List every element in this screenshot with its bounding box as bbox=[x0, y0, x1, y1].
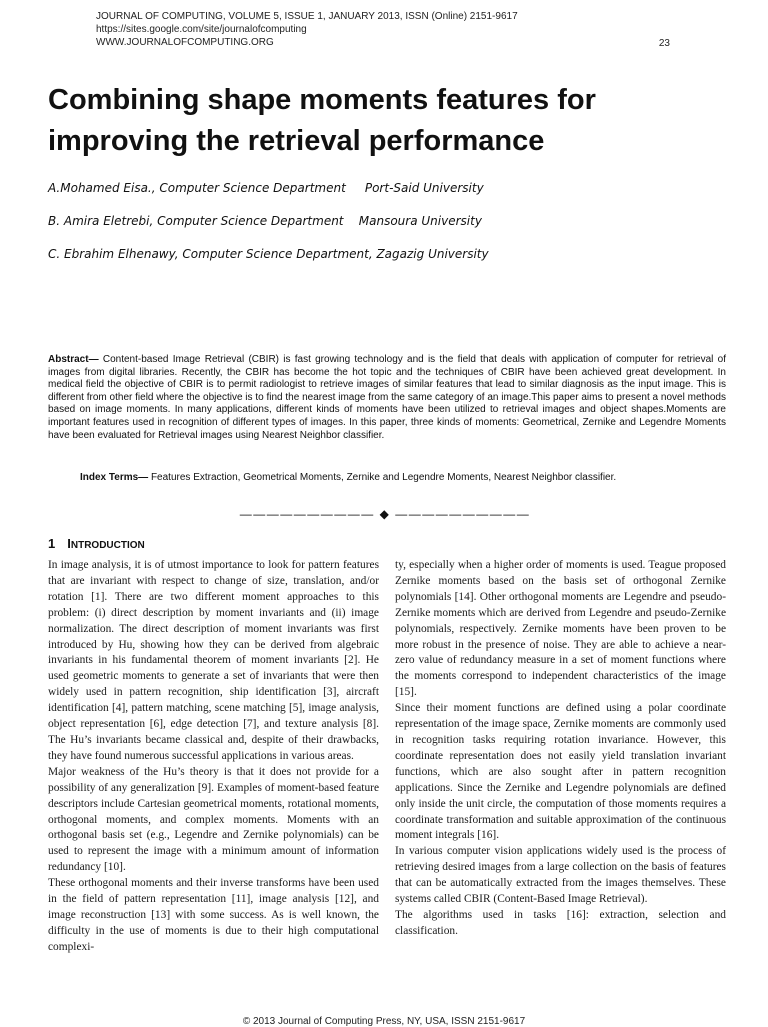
paragraph: In various computer vision applications widely used is the process of retrieving desired images from a large collection on the basis of features that can be automatically extracted from the images themselves. These systems called CBIR (Content-Based Image Retrieval). bbox=[395, 845, 726, 906]
index-terms-label: Index Terms— bbox=[80, 472, 149, 483]
right-column bbox=[395, 558, 726, 940]
journal-header: JOURNAL OF COMPUTING, VOLUME 5, ISSUE 1, JANUARY 2013, ISSN (Online) 2151-9617 bbox=[96, 11, 518, 22]
left-column bbox=[48, 558, 379, 956]
journal-site: WWW.JOURNALOFCOMPUTING.ORG bbox=[96, 37, 274, 48]
section-initial: I bbox=[67, 536, 71, 551]
author-line-b: B. Amira Eletrebi, Computer Science Department Mansoura University bbox=[48, 214, 482, 228]
paragraph: The algorithms used in tasks [16]: extraction, selection and classification. bbox=[395, 908, 726, 937]
copyright-footer: © 2013 Journal of Computing Press, NY, USA, ISSN 2151-9617 bbox=[242, 1016, 526, 1027]
abstract bbox=[48, 354, 726, 442]
paragraph: Since their moment functions are defined using a polar coordinate representation of the image space, Zernike moments are commonly used in recognition tasks requiring rotation invariance. However, this coordinate representation does not easily yield translation invariant functions, which are also sought after in pattern recognition applications. Since the Zernike and Legendre polynomials are defined only inside the unit circle, the computation of those moments requires a coordinate transformation and suitable approximation of the continuous moment integrals [16]. bbox=[395, 702, 726, 842]
page-number: 23 bbox=[658, 38, 670, 49]
abstract-label: Abstract— bbox=[48, 354, 99, 365]
index-terms bbox=[80, 472, 720, 483]
paragraph: These orthogonal moments and their inverse transforms have been used in the field of pattern representation [11], image analysis [12], and image reconstruction [13] with some success. As is well known, the difficulty in the use of moments is due to their high computational complexi- bbox=[48, 877, 379, 953]
abstract-text: Content-based Image Retrieval (CBIR) is fast growing technology and is the field that deals with application of computer for retrieval of images from digital libraries. Recently, the CBIR has become the hot topic and the techniques of CBIR have been achieved great development. In medical field the objective of CBIR is to permit radiologist to retrieve images of similar features that lead to similar diagnosis as the input image. This is different from other field where the objective is to find the nearest image from the same category of an image.This paper aims to present a novel methods based on image moments. In many applications, different kinds of moments have been utilized to retrieval images and object shapes.Moments are important features used in recognition of different types of images. In this paper, three kinds of moments: Geometrical, Zernike and Legendre Moments have been evaluated for Retrieval images using Nearest Neighbor classifier. bbox=[48, 354, 727, 441]
section-heading bbox=[48, 536, 145, 551]
paragraph: ty, especially when a higher order of moments is used. Teague proposed Zernike moments based on the basis set of orthogonal Zernike polynomials [14]. Other orthogonal moments are Legendre and pseudo-Zernike moments which are derived from Legendre and pseudo-Zernike polynomials, respectively. Zernike moments have been proven to be more robust in the presence of noise. They are able to achieve a near-zero value of redundancy measure in a set of moment functions where the moments correspond to independent characteristics of the image [15]. bbox=[395, 559, 726, 699]
section-divider: —————————— ◆ —————————— bbox=[239, 507, 531, 521]
paper-title: Combining shape moments features for improving the retrieval performance bbox=[48, 84, 596, 157]
author-line-a: A.Mohamed Eisa., Computer Science Department Port-Said University bbox=[48, 181, 484, 195]
index-terms-text: Features Extraction, Geometrical Moments, Zernike and Legendre Moments, Nearest Neighbor classifier. bbox=[150, 472, 617, 483]
journal-url: https://sites.google.com/site/journalofcomputing bbox=[96, 24, 307, 35]
section-number: 1 bbox=[48, 536, 56, 551]
section-title-rest: NTRODUCTION bbox=[70, 540, 145, 551]
paragraph: In image analysis, it is of utmost importance to look for pattern features that are invariant with respect to change of size, translation, and/or rotation [1]. There are two different moment approaches to this problem: (i) direct description by moment invariants and (ii) image normalization. The direct description of moment invariants was first introduced by Hu, showing how they can be derived from algebraic invariants in his fundamental theorem of moment invariants [2]. He used geometric moments to generate a set of invariants that were then widely used in pattern recognition, ship identification [3], aircraft identification [4], pattern matching, scene matching [5], image analysis, object representation [6], edge detection [7], and texture analysis [8]. The Hu’s invariants became classical and, despite of their drawbacks, they have found numerous successful applications in various areas. bbox=[48, 559, 379, 762]
paragraph: Major weakness of the Hu’s theory is that it does not provide for a possibility of any generalization [9]. Examples of moment-based feature descriptors include Cartesian geometrical moments, rotational moments, orthogonal moments, and complex moments. Moments with an orthogonal basis set (e.g., Legendre and Zernike polynomials) can be used to represent the image with a minimum amount of information redundancy [10]. bbox=[48, 765, 379, 874]
author-line-c: C. Ebrahim Elhenawy, Computer Science Department, Zagazig University bbox=[48, 247, 489, 261]
